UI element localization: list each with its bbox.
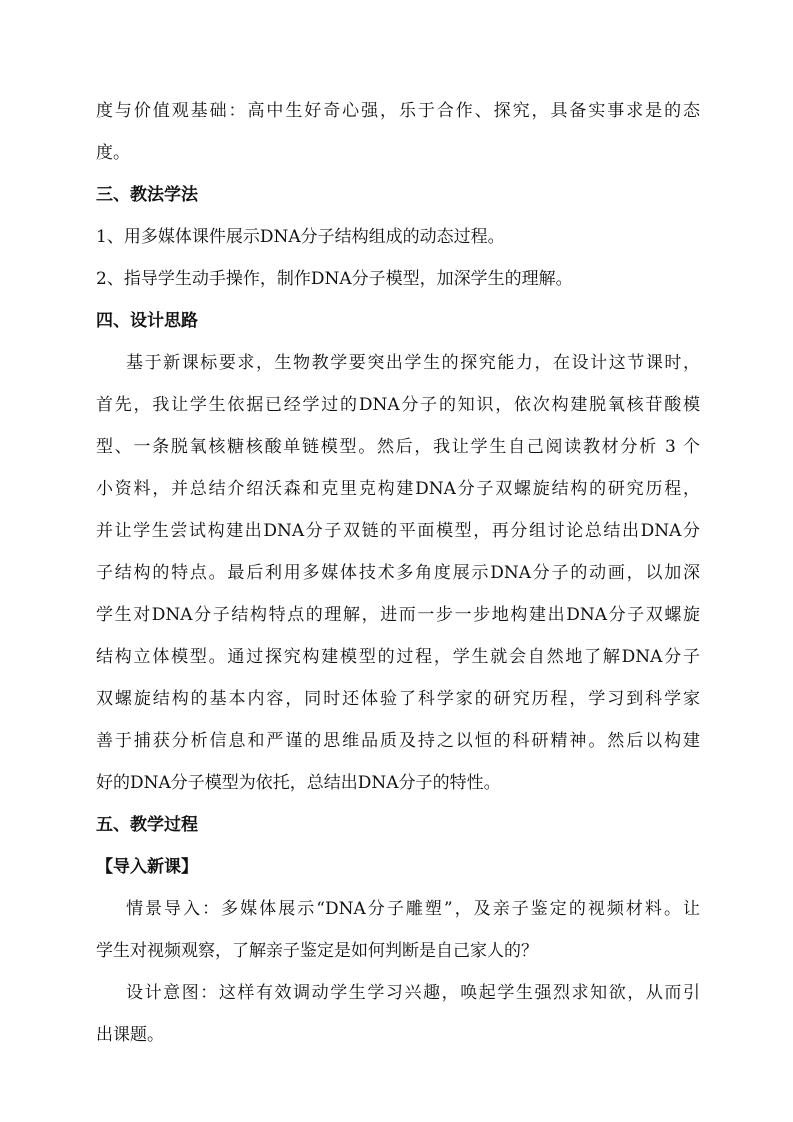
subsection-heading-intro: 【导入新课】 (96, 857, 198, 877)
paragraph-line: 善于捕获分析信息和严谨的思维品质及持之以恒的科研精神。然后以构建 (96, 731, 700, 751)
paragraph-line: 首先，我让学生依据已经学过的DNA分子的知识，依次构建脱氧核苷酸模 (96, 395, 700, 415)
paragraph-line: 型、一条脱氧核糖核酸单链模型。然后，我让学生自己阅读教材分析 3 个 (96, 437, 700, 457)
paragraph-line: 度。 (96, 143, 130, 163)
paragraph-line: 子结构的特点。最后利用多媒体技术多角度展示DNA分子的动画，以加深 (96, 563, 700, 583)
paragraph-line: 并让学生尝试构建出DNA分子双链的平面模型，再分组讨论总结出DNA分 (96, 521, 700, 541)
section-heading-design-ideas: 四、设计思路 (96, 311, 198, 331)
paragraph-line: 学生对视频观察，了解亲子鉴定是如何判断是自己家人的？ (96, 941, 538, 961)
method-item-2: 2、指导学生动手操作，制作DNA分子模型，加深学生的理解。 (96, 269, 573, 289)
document-page (96, 90, 700, 1056)
paragraph-line: 基于新课标要求，生物教学要突出学生的探究能力，在设计这节课时， (126, 353, 700, 373)
paragraph-line: 结构立体模型。通过探究构建模型的过程，学生就会自然地了解DNA分子 (96, 647, 700, 667)
section-heading-teaching-process: 五、教学过程 (96, 815, 198, 835)
paragraph-line: 出课题。 (96, 1025, 164, 1045)
method-item-1: 1、用多媒体课件展示DNA分子结构组成的动态过程。 (96, 227, 505, 247)
paragraph-line: 双螺旋结构的基本内容，同时还体验了科学家的研究历程，学习到科学家 (96, 689, 700, 709)
paragraph-line: 度与价值观基础：高中生好奇心强，乐于合作、探究，具备实事求是的态 (96, 101, 700, 121)
paragraph-line: 情景导入：多媒体展示“DNA分子雕塑”，及亲子鉴定的视频材料。让 (126, 899, 700, 919)
paragraph-line: 学生对DNA分子结构特点的理解，进而一步一步地构建出DNA分子双螺旋 (96, 605, 700, 625)
section-heading-teaching-methods: 三、教法学法 (96, 185, 198, 205)
paragraph-line: 小资料，并总结介绍沃森和克里克构建DNA分子双螺旋结构的研究历程， (96, 479, 700, 499)
paragraph-line: 好的DNA分子模型为依托，总结出DNA分子的特性。 (96, 773, 501, 793)
paragraph-line: 设计意图：这样有效调动学生学习兴趣，唤起学生强烈求知欲，从而引 (126, 983, 700, 1003)
